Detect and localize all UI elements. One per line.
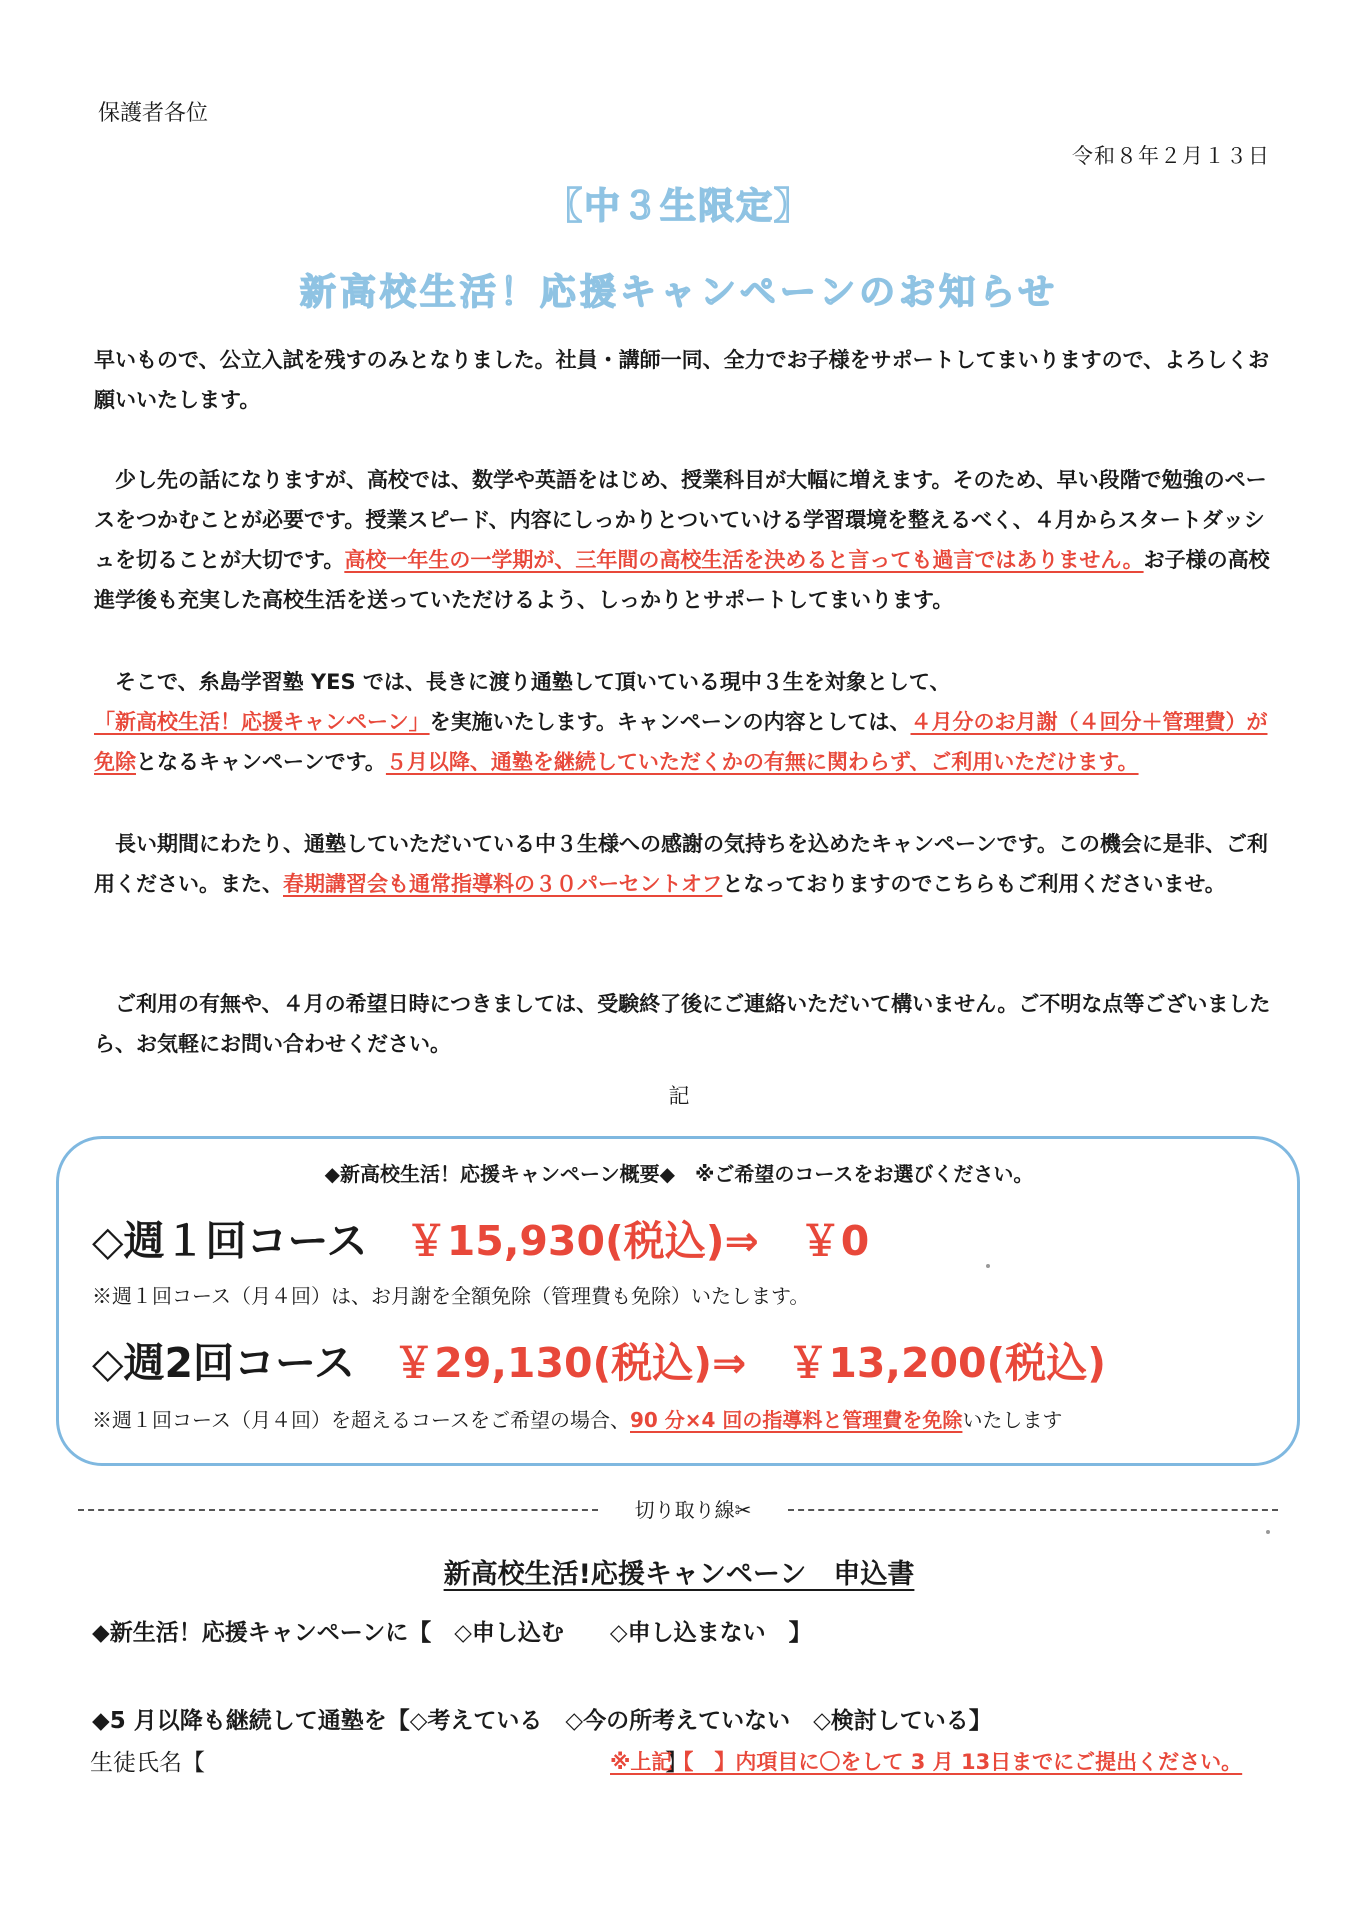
scan-speck [986,1264,990,1268]
form-question-apply: ◆新生活！応援キャンペーンに【 ◇申し込む ◇申し込まない 】 [92,1620,812,1646]
paragraph-3-text-c: となるキャンペーンです。 [136,750,386,774]
paragraph-2-highlight: 高校一年生の一学期が、三年間の高校生活を決めると言っても過言ではありません。 [344,548,1144,572]
course-2-name: ◇週2回コース [92,1339,356,1387]
course-2-note [92,1404,1062,1433]
cut-label: 切り取り線✂ [608,1494,778,1523]
title-limited: 【中３生限定】 [545,186,812,227]
course-1 [92,1208,869,1267]
paragraph-4-highlight: 春期講習会も通常指導料の３０パーセントオフ [283,872,723,896]
paragraph-3-highlight-campaign: 「新高校生活！応援キャンペーン」 [94,710,430,734]
submission-note: ※上記【 】内項目に〇をして 3 月 13日までにご提出ください。 [610,1750,1243,1774]
scan-speck [1266,1530,1270,1534]
course-1-note: ※週１回コース（月４回）は、お月謝を全額免除（管理費も免除）いたします。 [92,1284,810,1308]
paragraph-5 [94,984,1274,1064]
paragraph-2-text-a: 少し先の話になりますが、高校では、数学や英語をはじめ、授業科目が大幅に増えます。そのため、早い段階で勉強のペースをつかむことが必要です。授業スピード、内容にしっかりとついていける学習環境を整えるべく、４月からスタートダッシュを切ることが大切です。 [94,468,1267,572]
form-title: 新高校生活!応援キャンペーン 申込書 [443,1559,915,1590]
paragraph-3 [94,662,1274,782]
paragraph-1-text: 早いもので、公立入試を残すのみとなりました。社員・講師一同、全力でお子様をサポートしてまいりますので、よろしくお願いいたします。 [94,348,1270,412]
paragraph-4-text-b: となっておりますのでこちらもご利用くださいませ。 [722,872,1226,896]
paragraph-1 [94,340,1274,420]
course-2 [92,1330,1106,1389]
cut-line-right [788,1509,1278,1511]
cut-line-left [78,1509,598,1511]
paragraph-2-text-b: お子様の高校進学後も充実した高校生活を送っていただけるよう、しっかりとサポートしてまいります。 [94,548,1270,612]
paragraph-2 [94,460,1274,620]
course-1-name: ◇週１回コース [92,1217,368,1265]
paragraph-3-text-a: そこで、糸島学習塾 YES では、長きに渡り通塾して頂いている現中３生を対象として、 [115,670,951,694]
issue-date: 令和８年２月１３日 [1072,144,1270,168]
paragraph-3-highlight-waiver: ４月分のお月謝（４回分＋管理費）が免除 [94,710,1268,774]
course-2-note-text-a: ※週１回コース（月４回）を超えるコースをご希望の場合、 [92,1408,630,1432]
ki-marker: 記 [668,1084,690,1108]
paragraph-4-text-a: 長い期間にわたり、通塾していただいている中３生様への感謝の気持ちを込めたキャンペーンです。この機会に是非、ご利用ください。また、 [94,832,1268,896]
course-2-note-text-b: いたします [962,1408,1063,1432]
paragraph-3-text-b: を実施いたします。キャンペーンの内容としては、 [429,710,911,734]
campaign-heading: ◆新高校生活！応援キャンペーン概要◆ ※ご希望のコースをお選びください。 [324,1162,1034,1186]
form-question-continue: ◆5 月以降も継続して通塾を【◇考えている ◇今の所考えていない ◇検討している】 [92,1708,992,1734]
course-2-note-highlight: 90 分×4 回の指導料と管理費を免除 [630,1408,963,1432]
page-title: 新高校生活！応援キャンペーンのお知らせ [299,272,1059,313]
paragraph-4 [94,824,1274,904]
paragraph-5-text: ご利用の有無や、４月の希望日時につきましては、受験終了後にご連絡いただいて構いません。ご不明な点等ございましたら、お気軽にお問い合わせください。 [94,992,1271,1056]
course-2-price: ￥29,130(税込)⇒ ￥13,200(税込) [393,1339,1107,1387]
cut-line [78,1500,1278,1520]
course-1-price: ￥15,930(税込)⇒ ￥0 [405,1217,870,1265]
paragraph-3-highlight-condition: ５月以降、通塾を継続していただくかの有無に関わらず、ご利用いただけます。 [385,750,1139,774]
addressee: 保護者各位 [98,101,209,126]
student-name-field: 生徒氏名【 】 [90,1750,688,1776]
